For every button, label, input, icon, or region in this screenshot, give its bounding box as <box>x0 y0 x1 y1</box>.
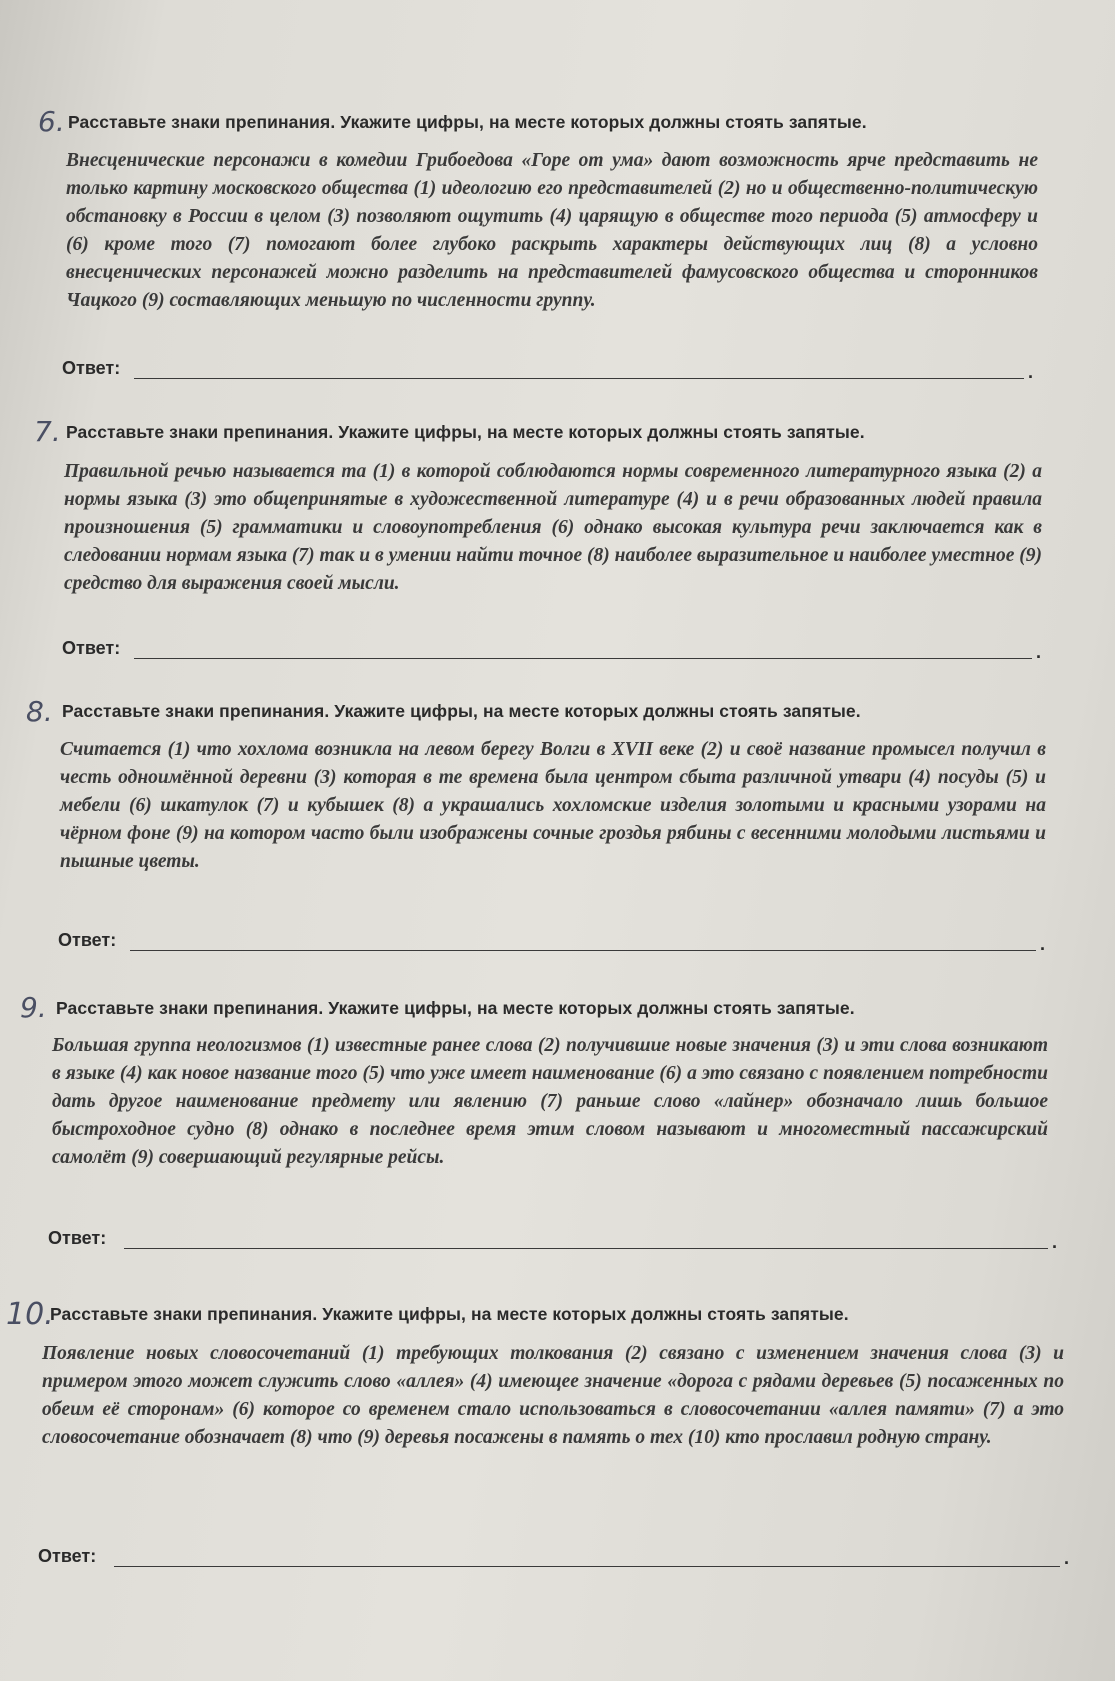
task-instruction: Расставьте знаки препинания. Укажите цифры, на месте которых должны стоять запятые. <box>62 701 861 721</box>
task-text: Большая группа неологизмов (1) известные ранее слова (2) получившие новые значения (3) и эти слова возникают в языке (4) как новое название того (5) что уже имеет наименование (6) а это связано с появлением потребности дать другое наименование предмету или явлению (7) раньше слово «лайнер» обозначало лишь большое быстроходное судно (8) однако в последнее время этим словом называют и многоместный пассажирский самолёт (9) совершающий регулярные рейсы. <box>52 1035 1048 1168</box>
answer-label: Ответ: <box>62 358 121 378</box>
task-text: Внесценические персонажи в комедии Грибоедова «Горе от ума» дают возможность ярче представить не только картину московского общества (1) идеологию его представителей (2) но и общественно-политическую обстановку в России в целом (3) позволяют ощутить (4) царящую в обществе того периода (5) атмосферу и (6) кроме того (7) помогают более глубоко раскрыть характеры действующих лиц (8) а условно внесценических персонажей можно разделить на представителей фамусовского общества и сторонников Чацкого (9) составляющих меньшую по численности группу. <box>66 150 1038 311</box>
task-number: 10. <box>6 1297 54 1332</box>
answer-field[interactable] <box>134 658 1032 659</box>
task-number: 7. <box>34 415 61 448</box>
answer-label: Ответ: <box>58 930 117 950</box>
answer-field[interactable] <box>114 1566 1060 1567</box>
task-number: 8. <box>26 695 53 728</box>
task-instruction: Расставьте знаки препинания. Укажите цифры, на месте которых должны стоять запятые. <box>56 998 855 1018</box>
answer-end-mark: . <box>1064 1548 1070 1568</box>
task-text: Считается (1) что хохлома возникла на левом берегу Волги в XVII веке (2) и своё название промысел получил в честь одноимённой деревни (3) которая в те времена была центром сбыта различной утвари (4) посуды (5) и мебели (6) шкатулок (7) и кубышек (8) а украшались хохломские изделия золотыми и красными узорами на чёрном фоне (9) на котором часто были изображены сочные гроздья рябины с весенними молодыми листьями и пышные цветы. <box>60 739 1046 872</box>
answer-label: Ответ: <box>48 1228 107 1248</box>
task-number: 9. <box>20 991 47 1024</box>
task-instruction: Расставьте знаки препинания. Укажите цифры, на месте которых должны стоять запятые. <box>68 112 867 132</box>
answer-end-mark: . <box>1028 362 1034 382</box>
task-text: Правильной речью называется та (1) в которой соблюдаются нормы современного литературного языка (2) а нормы языка (3) это общепринятые в художественной литературе (4) и в речи образованных людей правила произношения (5) грамматики и словоупотребления (6) однако высокая культура речи заключается как в следовании нормам языка (7) так и в умении найти точное (8) наиболее выразительное и наиболее уместное (9) средство для выражения своей мысли. <box>64 461 1042 594</box>
answer-end-mark: . <box>1040 934 1046 954</box>
task-instruction: Расставьте знаки препинания. Укажите цифры, на месте которых должны стоять запятые. <box>66 422 865 442</box>
task-number: 6. <box>38 105 65 138</box>
answer-label: Ответ: <box>38 1546 97 1566</box>
answer-label: Ответ: <box>62 638 121 658</box>
answer-end-mark: . <box>1052 1232 1058 1252</box>
answer-field[interactable] <box>134 378 1024 379</box>
answer-field[interactable] <box>124 1248 1048 1249</box>
task-text: Появление новых словосочетаний (1) требующих толкования (2) связано с изменением значения слова (3) и примером этого может служить слово «аллея» (4) имеющее значение «дорога с рядами деревьев (5) посаженных по обеим её сторонам» (6) которое со временем стало использоваться в словосочетании «аллея памяти» (7) а это словосочетание обозначает (8) что (9) деревья посажены в память о тех (10) кто прославил родную страну. <box>42 1343 1064 1448</box>
task-instruction: Расставьте знаки препинания. Укажите цифры, на месте которых должны стоять запятые. <box>50 1304 849 1324</box>
answer-end-mark: . <box>1036 642 1042 662</box>
answer-field[interactable] <box>130 950 1036 951</box>
